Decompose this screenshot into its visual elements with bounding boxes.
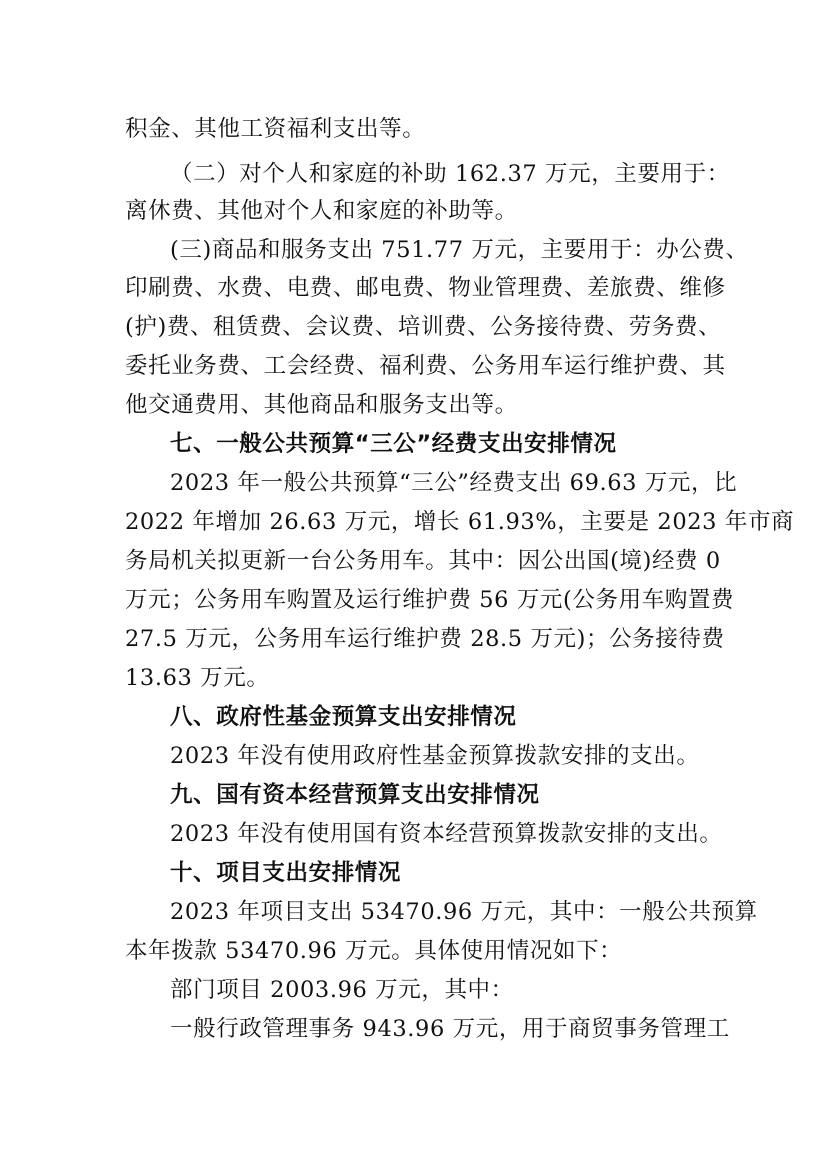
text-line: 2023 年项目支出 53470.96 万元，其中：一般公共预算: [170, 899, 758, 925]
text-line: 一般行政管理事务 943.96 万元，用于商贸事务管理工: [170, 1016, 730, 1042]
section-heading: 八、政府性基金预算支出安排情况: [170, 704, 517, 730]
text-line: 印刷费、水费、电费、邮电费、物业管理费、差旅费、维修: [125, 275, 726, 301]
text-line: 2023 年没有使用政府性基金预算拨款安排的支出。: [170, 743, 700, 769]
section-heading: 十、项目支出安排情况: [170, 860, 402, 886]
text-line: 27.5 万元，公务用车运行维护费 28.5 万元)；公务接待费: [125, 626, 725, 652]
text-line: (三)商品和服务支出 751.77 万元，主要用于：办公费、: [170, 237, 749, 263]
text-line: (护)费、租赁费、会议费、培训费、公务接待费、劳务费、: [125, 314, 722, 340]
text-line: 部门项目 2003.96 万元，其中：: [170, 977, 514, 1003]
text-line: 13.63 万元。: [125, 665, 270, 691]
text-line: 万元；公务用车购置及运行维护费 56 万元(公务用车购置费: [125, 587, 735, 613]
text-line: 2023 年一般公共预算“三公”经费支出 69.63 万元，比: [170, 470, 738, 496]
text-line: 离休费、其他对个人和家庭的补助等。: [125, 198, 518, 224]
text-line: 务局机关拟更新一台公务用车。其中：因公出国(境)经费 0: [125, 548, 721, 574]
text-line: 2022 年增加 26.63 万元，增长 61.93%，主要是 2023 年市商: [125, 509, 795, 535]
text-line: 委托业务费、工会经费、福利费、公务用车运行维护费、其: [125, 353, 726, 379]
text-line: 本年拨款 53470.96 万元。具体使用情况如下：: [125, 938, 623, 964]
section-heading: 九、国有资本经营预算支出安排情况: [170, 782, 540, 808]
text-line: 2023 年没有使用国有资本经营预算拨款安排的支出。: [170, 821, 723, 847]
text-line: （二）对个人和家庭的补助 162.37 万元，主要用于：: [170, 161, 730, 187]
text-line: 积金、其他工资福利支出等。: [125, 116, 426, 142]
text-line: 他交通费用、其他商品和服务支出等。: [125, 392, 518, 418]
section-heading: 七、一般公共预算“三公”经费支出安排情况: [170, 431, 617, 457]
